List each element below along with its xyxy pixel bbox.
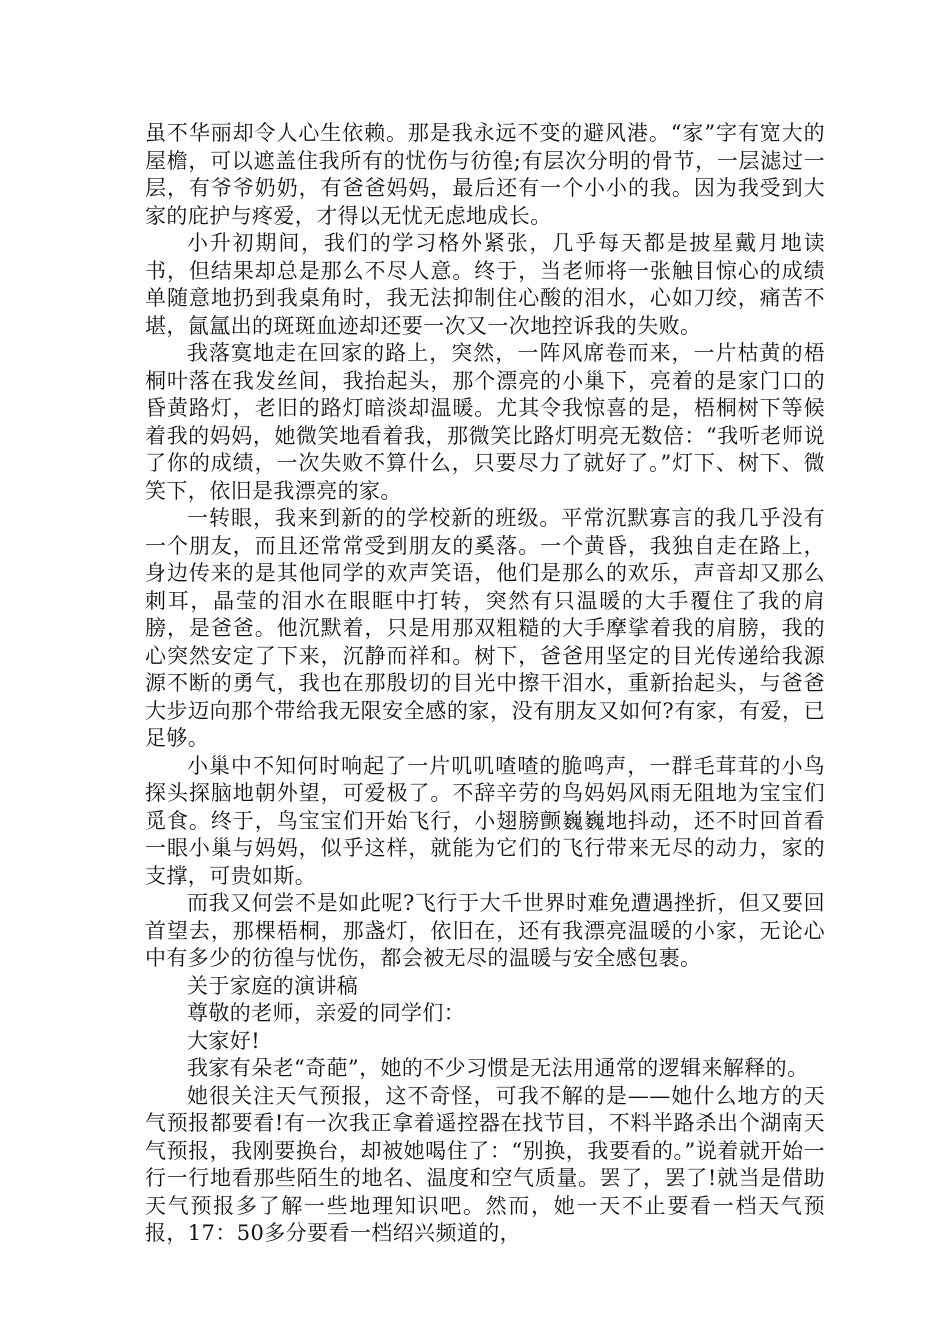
paragraph-odd-habits: 我家有朵老“奇葩”，她的不少习惯是无法用通常的逻辑来解释的。 xyxy=(187,1056,809,1080)
speech-salutation: 尊敬的老师，亲爱的同学们： xyxy=(187,1001,466,1025)
paragraph-home-shelter: 虽不华丽却令人心生依赖。那是我永远不变的避风港。“家”字有宽大的屋檐，可以遮盖住我所有的忧伤与彷徨;有层次分明的骨节，一层滤过一层，有爷爷奶奶，有爸爸妈妈，最后还有一个小小的我。因为我受到大家的庇护与疼爱，才得以无忧无虑地成长。 xyxy=(145,121,825,228)
paragraph-nest-birds: 小巢中不知何时响起了一片叽叽喳喳的脆鸣声，一群毛茸茸的小鸟探头探脑地朝外望，可爱极了。不辞辛劳的鸟妈妈风雨无阻地为宝宝们觅食。终于，鸟宝宝们开始飞行，小翅膀颤巍巍地抖动，还不时回首看一眼小巢与妈妈，似乎这样，就能为它们的飞行带来无尽的动力，家的支撑，可贵如斯。 xyxy=(145,753,825,888)
paragraph-mother-streetlight: 我落寞地走在回家的路上，突然，一阵风席卷而来，一片枯黄的梧桐叶落在我发丝间，我抬起头，那个漂亮的小巢下，亮着的是家门口的昏黄路灯，老旧的路灯暗淡却温暖。尤其令我惊喜的是，梧桐树下等候着我的妈妈，她微笑地看着我，那微笑比路灯明亮无数倍：“我听老师说了你的成绩，一次失败不算什么，只要尽力了就好了。”灯下、树下、微笑下，依旧是我漂亮的家。 xyxy=(145,341,825,503)
document-page xyxy=(145,120,825,1248)
paragraph-exam-failure: 小升初期间，我们的学习格外紧张，几乎每天都是披星戴月地读书，但结果却总是那么不尽人意。终于，当老师将一张触目惊心的成绩单随意地扔到我桌角时，我无法抑制住心酸的泪水，心如刀绞，痛苦不堪，氤氲出的斑斑血迹却还要一次又一次地控诉我的失败。 xyxy=(145,231,825,338)
paragraph-conclusion: 而我又何尝不是如此呢?飞行于大千世界时难免遭遇挫折，但又要回首望去，那棵梧桐，那盏灯，依旧在，还有我漂亮温暖的小家，无论心中有多少的彷徨与忧伤，都会被无尽的温暖与安全感包裹。 xyxy=(145,891,825,970)
paragraph-father-comfort: 一转眼，我来到新的的学校新的班级。平常沉默寡言的我几乎没有一个朋友，而且还常常受到朋友的奚落。一个黄昏，我独自走在路上，身边传来的是其他同学的欢声笑语，他们是那么的欢乐，声音却又那么刺耳，晶莹的泪水在眼眶中打转，突然有只温暖的大手覆住了我的肩膀，是爸爸。他沉默着，只是用那双粗糙的大手摩挲着我的肩膀，我的心突然安定了下来，沉静而祥和。树下，爸爸用坚定的目光传递给我源源不断的勇气，我也在那殷切的目光中擦干泪水，重新抬起头，与爸爸大步迈向那个带给我无限安全感的家，没有朋友又如何?有家，有爱，已足够。 xyxy=(145,506,825,750)
speech-greeting: 大家好! xyxy=(187,1028,261,1053)
speech-title: 关于家庭的演讲稿 xyxy=(187,973,359,998)
paragraph-weather-forecast: 她很关注天气预报，这不奇怪，可我不解的是——她什么地方的天气预报都要看!有一次我正拿着遥控器在找节目，不料半路杀出个湖南天气预报，我刚要换台，却被她喝住了：“别换，我要看的。”说着就开始一行一行地看那些陌生的地名、温度和空气质量。罢了，罢了!就当是借助天气预报多了解一些地理知识吧。然而，她一天不止要看一档天气预报，17：50多分要看一档绍兴频道的， xyxy=(145,1083,825,1245)
